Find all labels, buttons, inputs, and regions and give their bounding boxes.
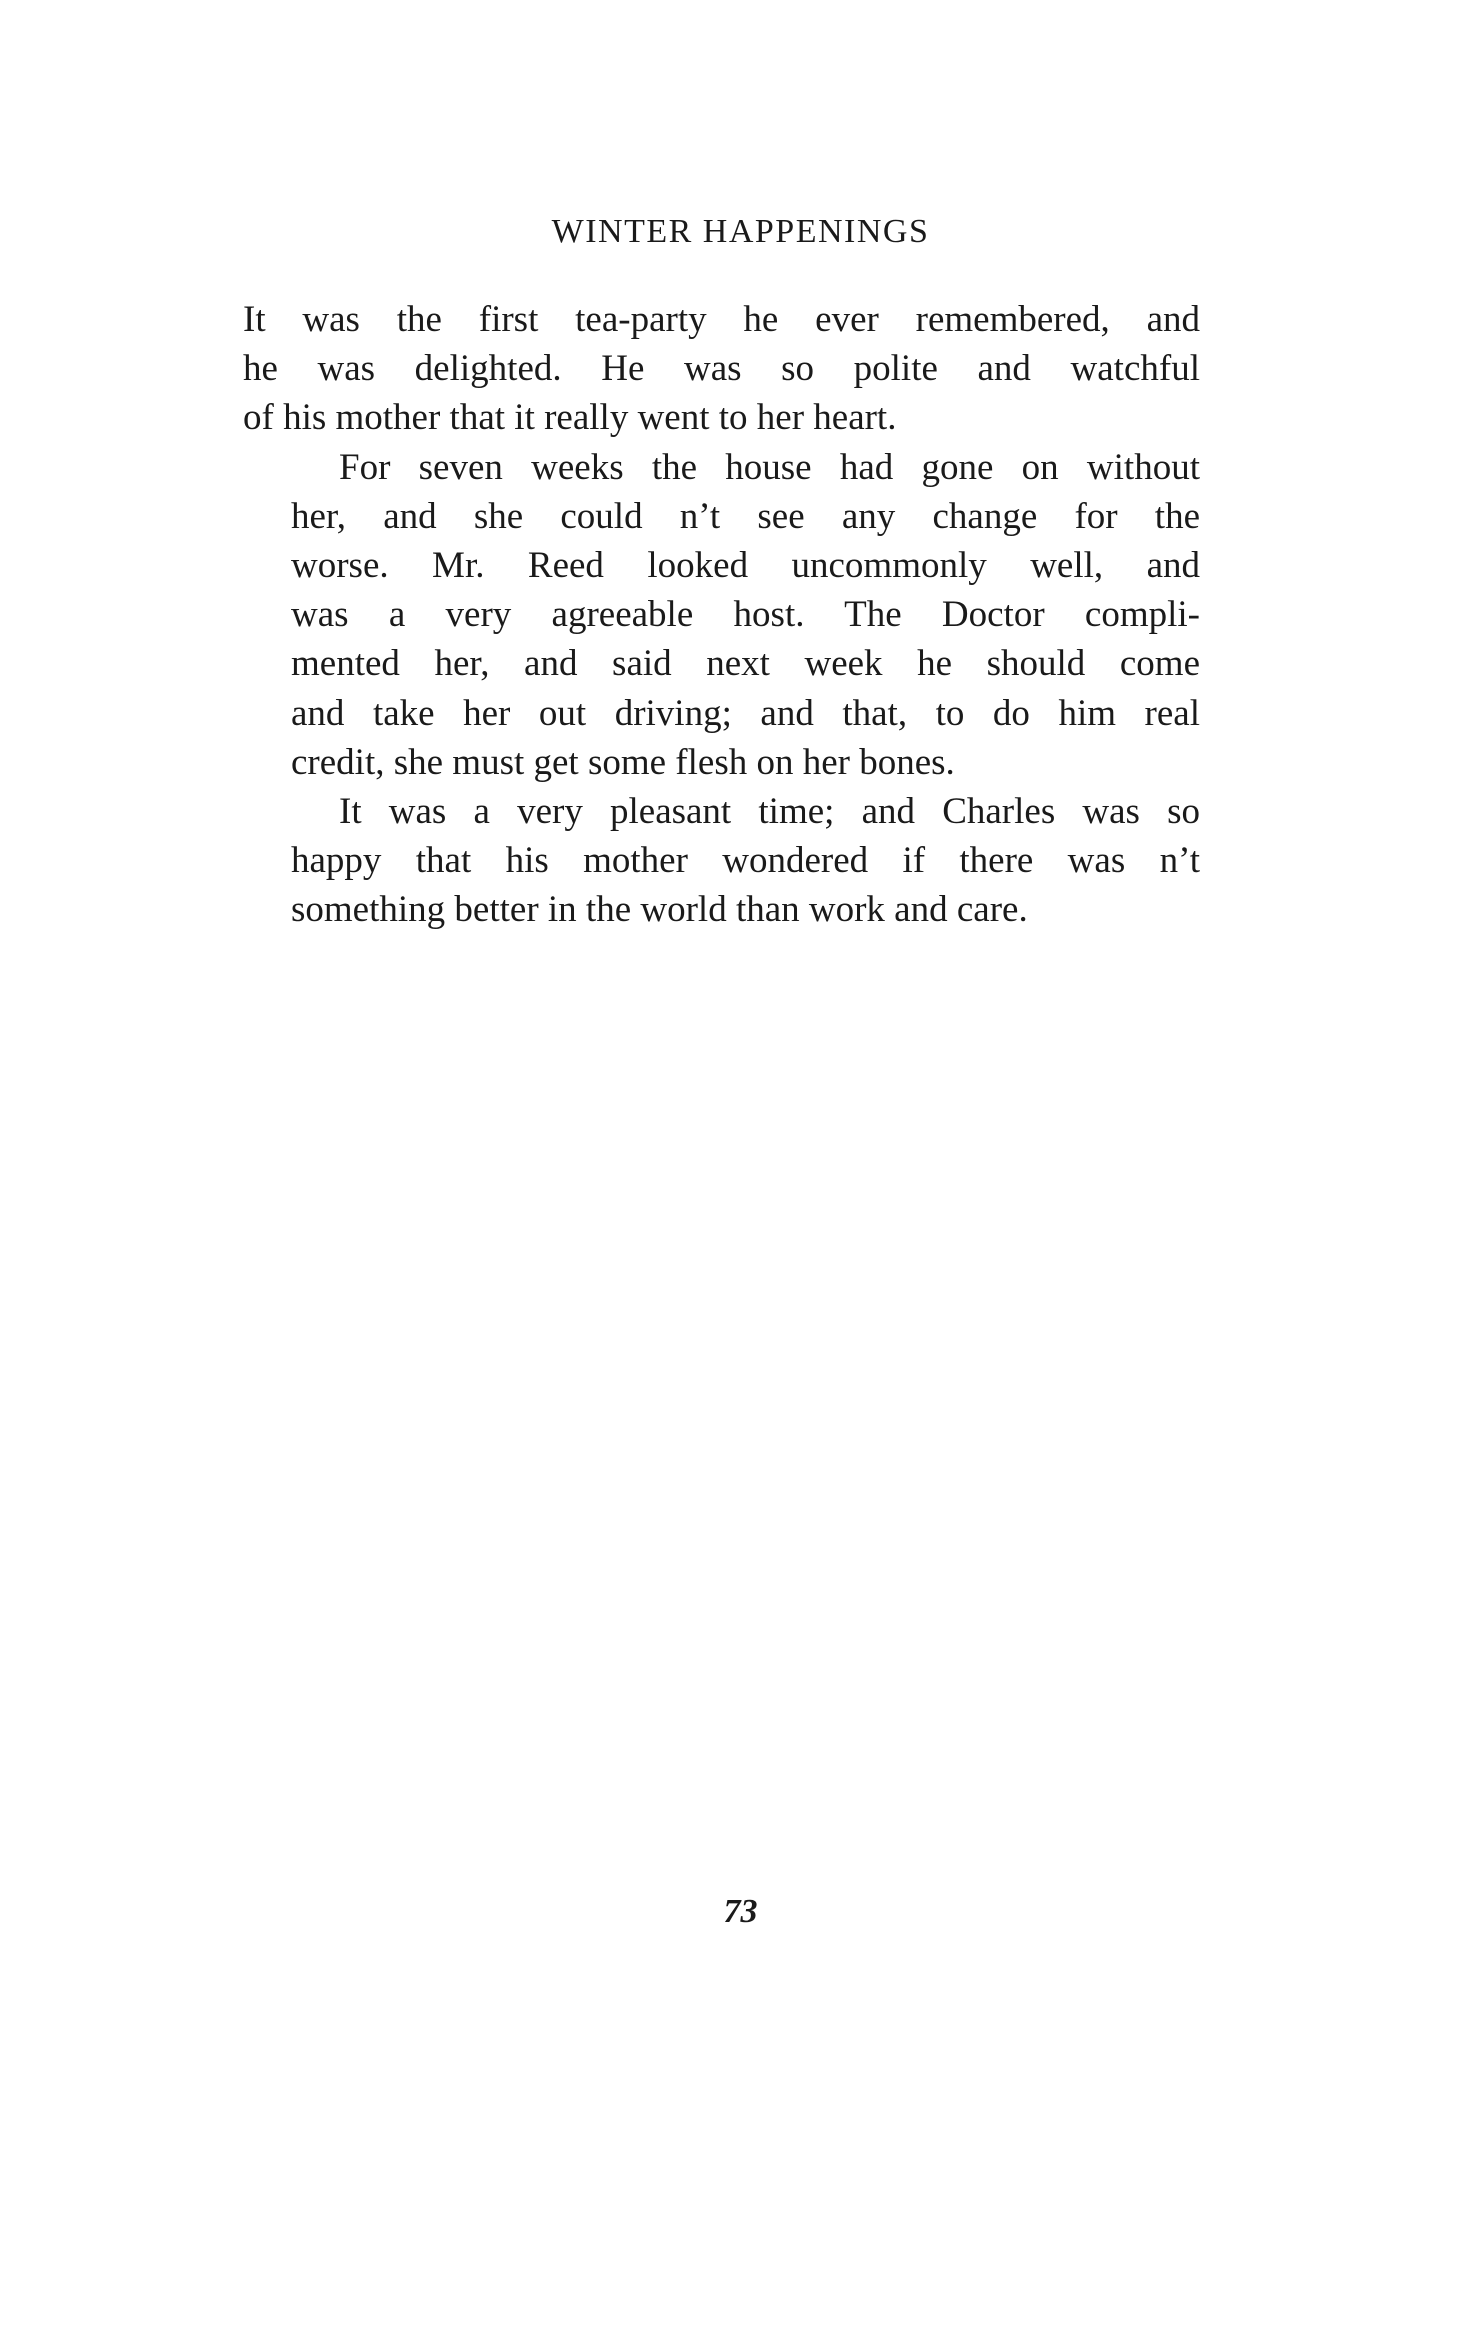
text-line: worse. Mr. Reed looked uncommonly well, and [291, 545, 1200, 587]
text-line: credit, she must get some flesh on her bones. [291, 741, 955, 783]
text-line: was a very agreeable host. The Doctor compli- [291, 594, 1200, 636]
text-line: happy that his mother wondered if there was n’t [291, 840, 1200, 882]
text-line: It was the first tea-party he ever remembered, and [243, 299, 1200, 340]
text-line: he was delighted. He was so polite and watchful [243, 348, 1200, 390]
text-line: It was a very pleasant time; and Charles was so [339, 791, 1200, 833]
text-line: something better in the world than work and care. [291, 889, 1028, 931]
paragraph-2 [243, 443, 1200, 787]
text-line: of his mother that it really went to her heart. [243, 397, 897, 439]
paragraph-1 [243, 295, 1200, 443]
text-line: For seven weeks the house had gone on without [339, 446, 1200, 488]
page-number: 73 [723, 1893, 758, 1930]
text-line: mented her, and said next week he should come [291, 643, 1200, 685]
body-text [243, 295, 1200, 935]
text-line: and take her out driving; and that, to do him real [291, 692, 1200, 734]
running-head: WINTER HAPPENINGS [551, 213, 930, 250]
paragraph-3 [243, 787, 1200, 935]
text-line: her, and she could n’t see any change for the [291, 495, 1200, 537]
